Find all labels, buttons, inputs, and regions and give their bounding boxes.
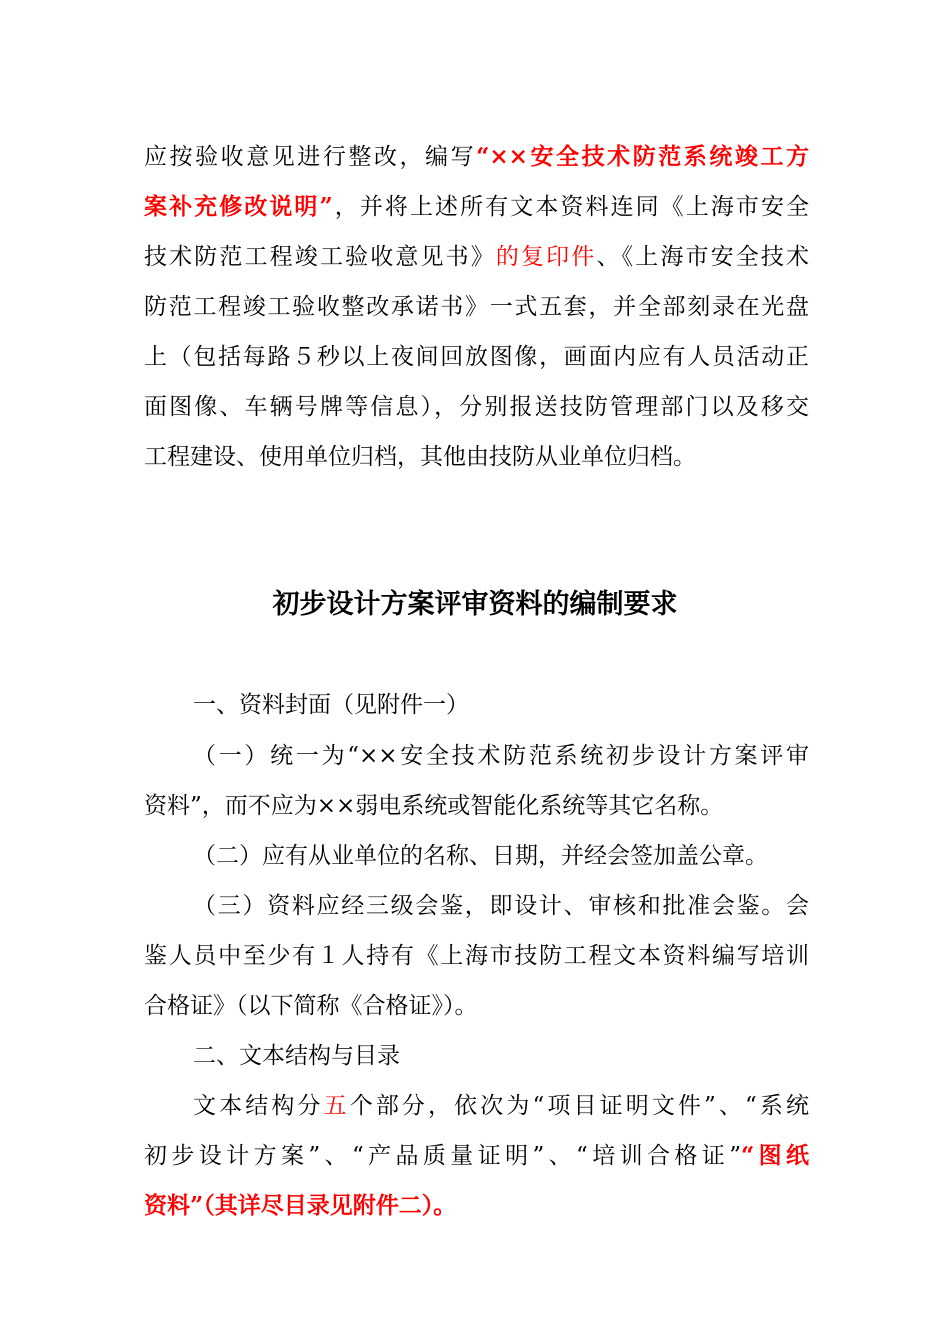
section1-item2: （二）应有从业单位的名称、日期，并经会签加盖公章。 [193, 843, 768, 869]
p1-l3-highlight: 的复印件 [495, 244, 597, 270]
section1-item3-line2: 鉴人员中至少有１人持有《上海市技防工程文本资料编写培训 [144, 943, 809, 969]
paragraph1-line4: 防范工程竣工验收整改承诺书》一式五套，并全部刻录在光盘 [144, 294, 809, 320]
p1-l1-text: 应按验收意见进行整改，编写 [144, 144, 477, 170]
section1-heading: 一、资料封面（见附件一） [193, 692, 469, 718]
p1-l2-highlight: 案补充修改说明” [144, 193, 333, 220]
section2-para-line1 [193, 1091, 809, 1121]
paragraph1-line3 [144, 242, 809, 272]
p1-l1-highlight: “××安全技术防范系统竣工方 [476, 143, 810, 170]
section1-item3-line1: （三）资料应经三级会鉴，即设计、审核和批准会鉴。会 [193, 893, 809, 919]
section2-heading: 二、文本结构与目录 [193, 1043, 400, 1069]
paragraph1-line5: 上（包括每路５秒以上夜间回放图像，画面内应有人员活动正 [144, 344, 809, 370]
paragraph1-line6: 面图像、车辆号牌等信息），分别报送技防管理部门以及移交 [144, 394, 809, 420]
section1-item1-line1: （一）统一为“××安全技术防范系统初步设计方案评审 [193, 743, 809, 769]
section1-item3-line3: 合格证》（以下简称《合格证》）。 [144, 993, 478, 1019]
paragraph1-line1 [144, 142, 809, 172]
section-title: 初步设计方案评审资料的编制要求 [272, 589, 678, 620]
p1-l3-text-a: 技术防范工程竣工验收意见书》 [144, 244, 496, 270]
s2-l2-highlight: “图纸 [740, 1142, 809, 1169]
section2-para-line2 [144, 1141, 809, 1171]
s2-l1-text-a: 文本结构分 [193, 1093, 324, 1119]
section2-para-line3: 资料”（其详尽目录见附件二）。 [144, 1192, 457, 1219]
section1-item1-line2: 资料”，而不应为××弱电系统或智能化系统等其它名称。 [144, 793, 724, 819]
s2-l2-text: 初步设计方案”、“产品质量证明”、“培训合格证” [144, 1143, 741, 1169]
paragraph1-line2 [144, 192, 809, 222]
s2-l1-text-c: 个部分，依次为“项目证明文件”、“系统 [349, 1093, 810, 1119]
p1-l3-text-c: 、《上海市安全技术 [596, 244, 810, 270]
p1-l2-text: ，并将上述所有文本资料连同《上海市安全 [332, 194, 810, 220]
paragraph1-line7: 工程建设、使用单位归档，其他由技防从业单位归档。 [144, 444, 696, 470]
s2-l1-highlight: 五 [323, 1093, 350, 1119]
